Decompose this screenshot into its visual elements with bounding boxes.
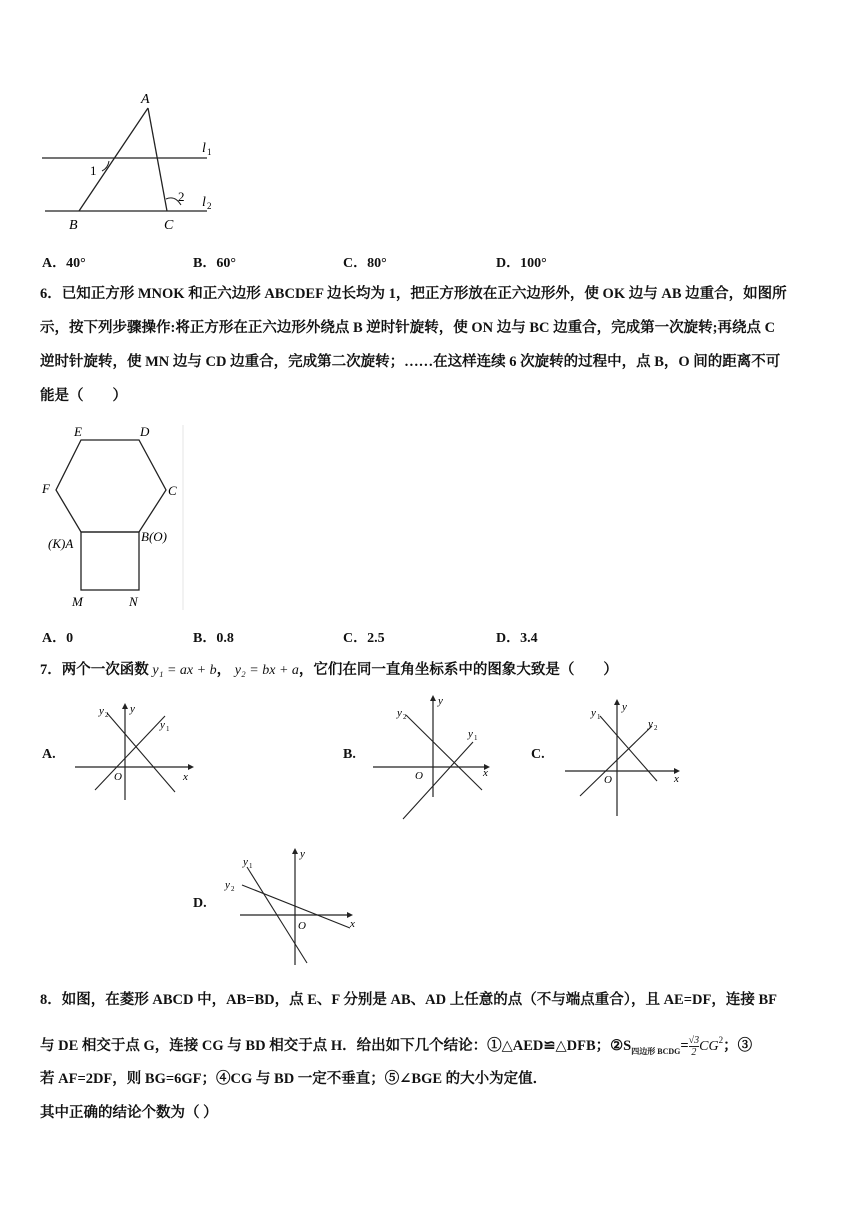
q6-text-line2: 示，按下列步骤操作:将正方形在正六边形外绕点 B 逆时针旋转，使 ON 边与 BC 边重合，完成第一次旋转;再绕点 C <box>40 320 776 336</box>
line-y2 <box>580 726 652 796</box>
q8-text-line1: 8．如图，在菱形 ABCD 中，AB=BD，点 E、F 分别是 AB、AD 上任意的点（不与端点重合），且 AE=DF，连接 BF <box>40 992 777 1008</box>
label-y2: y <box>99 705 104 717</box>
q7-graph-c <box>562 696 687 821</box>
svg-text:1: 1 <box>597 713 601 721</box>
q8-equals: = <box>680 1038 689 1054</box>
angle1-arc <box>102 161 109 171</box>
label-D: D <box>140 424 150 439</box>
q8-text-line3: 若 AF=2DF，则 BG=6GF；④CG 与 BD 一定不垂直；⑤∠BGE 的大小为定值． <box>40 1071 548 1087</box>
q8-text-line4: 其中正确的结论个数为（ ） <box>40 1105 218 1121</box>
label-KA: (K)A <box>48 536 74 551</box>
svg-text:2: 2 <box>105 711 109 719</box>
label-x: x <box>350 918 355 930</box>
q5-option-c: C．80° <box>343 256 387 271</box>
q8-area-subscript: 四边形 BCDG <box>631 1047 681 1056</box>
square-MNOK <box>81 532 139 590</box>
label-y: y <box>130 703 135 715</box>
label-M: M <box>72 594 83 609</box>
q5-option-a: A．40° <box>42 256 86 271</box>
q7-prefix: 7．两个一次函数 <box>40 662 149 678</box>
label-O: O <box>114 771 122 783</box>
q6-option-c: C．2.5 <box>343 631 385 646</box>
q8-line2-text: 与 DE 相交于点 G，连接 CG 与 BD 相交于点 H．给出如下几个结论：①△AED≌△DFB；②S <box>40 1038 632 1054</box>
q6-text-line1: 6．已知正方形 MNOK 和正六边形 ABCDEF 边长均为 1，把正方形放在正六边形外，使 OK 边与 AB 边重合，如图所 <box>40 286 787 302</box>
label-N: N <box>129 594 138 609</box>
y-axis-arrow <box>614 699 620 705</box>
label-x: x <box>483 767 488 779</box>
label-y: y <box>622 701 627 713</box>
label-l1: l <box>202 141 206 156</box>
y-axis-arrow <box>292 848 298 854</box>
q8-line2-end: ；③ <box>723 1038 753 1054</box>
label-y2: y <box>225 879 230 891</box>
label-A: A <box>141 92 150 107</box>
q5-option-d: D．100° <box>496 256 547 271</box>
label-y: y <box>300 848 305 860</box>
hexagon-ABCDEF <box>56 440 166 532</box>
label-x: x <box>183 771 188 783</box>
svg-text:2: 2 <box>231 885 235 893</box>
q7-option-b: B. <box>343 747 356 762</box>
segment-AB <box>79 108 148 211</box>
label-y1: y <box>468 728 473 740</box>
label-y2: y <box>648 718 653 730</box>
label-y: y <box>438 695 443 707</box>
q6-option-a: A．0 <box>42 631 74 646</box>
q7-graph-b <box>370 692 500 822</box>
q8-cg-sup: 2 <box>718 1035 724 1045</box>
segment-AC <box>148 108 167 211</box>
label-O: O <box>415 770 423 782</box>
q8-cg: CG <box>699 1039 719 1054</box>
q8-text-line2 <box>40 1030 752 1062</box>
line-y1 <box>95 716 165 790</box>
label-y1: y <box>591 707 596 719</box>
q6-option-b: B．0.8 <box>193 631 234 646</box>
label-y1: y <box>243 856 248 868</box>
svg-text:1: 1 <box>249 862 253 870</box>
line-y2 <box>242 885 350 928</box>
label-C: C <box>168 483 177 498</box>
label-O: O <box>604 774 612 786</box>
q5-figure <box>35 88 235 238</box>
label-BO: B(O) <box>141 529 167 544</box>
label-l2-sub: 2 <box>207 201 212 211</box>
q8-fraction <box>689 1035 700 1058</box>
q6-figure <box>38 420 188 615</box>
q8-fraction-den: 2 <box>691 1047 697 1059</box>
label-B: B <box>69 218 78 233</box>
svg-text:1: 1 <box>474 734 478 742</box>
q7-option-d: D. <box>193 896 207 911</box>
q7-sep: ， <box>216 662 232 678</box>
q8-fraction-num: √3 <box>688 1035 700 1047</box>
y-axis-arrow <box>122 703 128 709</box>
q7-option-a: A. <box>42 747 56 762</box>
label-x: x <box>674 773 679 785</box>
q5-option-b: B．60° <box>193 256 236 271</box>
q7-suffix: ，它们在同一直角坐标系中的图象大致是（ ） <box>298 662 618 678</box>
angle1-label: 1 <box>90 163 97 178</box>
angle2-label: 2 <box>178 189 185 204</box>
x-axis-arrow <box>188 764 194 770</box>
y-axis-arrow <box>430 695 436 701</box>
q7-graph-a <box>70 700 200 805</box>
q7-text <box>40 660 618 681</box>
label-C: C <box>164 218 174 233</box>
q7-option-c: C. <box>531 747 545 762</box>
label-O: O <box>298 920 306 932</box>
label-l2: l <box>202 195 206 210</box>
q7-function-1: y₁ = ax + b <box>152 663 217 678</box>
q6-option-d: D．3.4 <box>496 631 538 646</box>
q6-text-line3: 逆时针旋转，使 MN 边与 CD 边重合，完成第二次旋转；……在这样连续 6 次旋转的过程中，点 B，O 间的距离不可 <box>40 354 781 370</box>
label-y1: y <box>160 719 165 731</box>
svg-text:2: 2 <box>403 713 407 721</box>
label-E: E <box>74 424 82 439</box>
svg-text:1: 1 <box>166 725 170 733</box>
q6-text-line4: 能是（ ） <box>40 388 127 404</box>
label-y2: y <box>397 707 402 719</box>
label-F: F <box>42 481 50 496</box>
svg-text:2: 2 <box>654 724 658 732</box>
q7-graph-d <box>222 845 367 970</box>
q7-function-2: y₂ = bx + a <box>234 663 299 678</box>
label-l1-sub: 1 <box>207 147 212 157</box>
line-y1 <box>403 742 473 819</box>
